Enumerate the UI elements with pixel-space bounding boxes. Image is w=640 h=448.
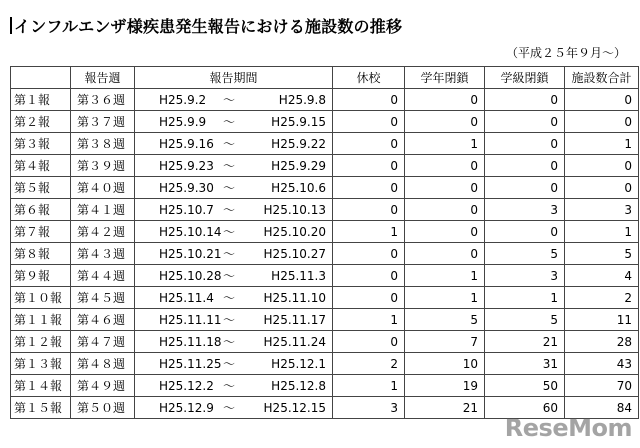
cell-class-closure: 3 — [485, 265, 565, 287]
cell-report-number: 第３報 — [11, 133, 71, 155]
table-row — [11, 243, 639, 265]
cell-facility-total: 1 — [565, 133, 639, 155]
period-end: H25.11.3 — [271, 269, 326, 283]
cell-report-period — [135, 133, 333, 155]
period-start: H25.11.25 — [159, 357, 222, 371]
cell-facility-total: 70 — [565, 375, 639, 397]
period-start: H25.10.21 — [159, 247, 222, 261]
period-separator: ～ — [223, 159, 236, 173]
cell-report-number: 第１３報 — [11, 353, 71, 375]
cell-class-closure: 31 — [485, 353, 565, 375]
period-separator: ～ — [223, 379, 236, 393]
cell-report-number: 第８報 — [11, 243, 71, 265]
cell-report-week: 第３８週 — [71, 133, 135, 155]
cell-report-week: 第４６週 — [71, 309, 135, 331]
cell-report-week: 第３９週 — [71, 155, 135, 177]
table-row — [11, 111, 639, 133]
period-start: H25.9.16 — [159, 137, 214, 151]
table-row — [11, 353, 639, 375]
period-start: H25.9.23 — [159, 159, 214, 173]
cell-class-closure: 60 — [485, 397, 565, 419]
header-report-number — [11, 67, 71, 89]
period-end: H25.9.22 — [271, 137, 326, 151]
table-row — [11, 133, 639, 155]
table-row — [11, 89, 639, 111]
cell-facility-total: 2 — [565, 287, 639, 309]
cell-class-closure: 1 — [485, 287, 565, 309]
period-end: H25.10.13 — [263, 203, 326, 217]
title-bar-mark — [10, 17, 12, 34]
cell-report-number: 第６報 — [11, 199, 71, 221]
resemom-watermark-logo: ReseMom — [504, 414, 632, 442]
table-row — [11, 397, 639, 419]
table-row — [11, 375, 639, 397]
cell-facility-total: 3 — [565, 199, 639, 221]
cell-grade-closure: 0 — [405, 177, 485, 199]
cell-report-week: 第４１週 — [71, 199, 135, 221]
cell-class-closure: 0 — [485, 111, 565, 133]
cell-grade-closure: 21 — [405, 397, 485, 419]
cell-report-week: 第３６週 — [71, 89, 135, 111]
period-start: H25.9.2 — [159, 93, 207, 107]
period-start: H25.10.28 — [159, 269, 222, 283]
table-row — [11, 309, 639, 331]
cell-report-week: 第５０週 — [71, 397, 135, 419]
cell-grade-closure: 7 — [405, 331, 485, 353]
cell-report-week: 第４９週 — [71, 375, 135, 397]
period-end: H25.12.1 — [271, 357, 326, 371]
cell-grade-closure: 5 — [405, 309, 485, 331]
cell-report-number: 第１４報 — [11, 375, 71, 397]
cell-school-closure: 3 — [333, 397, 405, 419]
cell-report-period — [135, 155, 333, 177]
period-start: H25.12.2 — [159, 379, 214, 393]
cell-facility-total: 5 — [565, 243, 639, 265]
cell-report-period — [135, 265, 333, 287]
cell-report-number: 第１報 — [11, 89, 71, 111]
header-facility-total: 施設数合計 — [565, 67, 639, 89]
period-end: H25.10.20 — [263, 225, 326, 239]
period-start: H25.10.7 — [159, 203, 214, 217]
header-class-closure: 学級閉鎖 — [485, 67, 565, 89]
cell-report-period — [135, 111, 333, 133]
table-row — [11, 287, 639, 309]
period-separator: ～ — [223, 93, 236, 107]
table-row — [11, 177, 639, 199]
cell-school-closure: 1 — [333, 375, 405, 397]
cell-report-number: 第９報 — [11, 265, 71, 287]
cell-school-closure: 0 — [333, 155, 405, 177]
cell-school-closure: 0 — [333, 287, 405, 309]
period-end: H25.9.29 — [271, 159, 326, 173]
cell-report-period — [135, 375, 333, 397]
cell-report-period — [135, 199, 333, 221]
cell-facility-total: 43 — [565, 353, 639, 375]
cell-school-closure: 1 — [333, 309, 405, 331]
cell-grade-closure: 1 — [405, 133, 485, 155]
cell-class-closure: 50 — [485, 375, 565, 397]
cell-class-closure: 0 — [485, 89, 565, 111]
cell-report-week: 第３７週 — [71, 111, 135, 133]
cell-grade-closure: 1 — [405, 265, 485, 287]
period-separator: ～ — [223, 313, 236, 327]
period-start: H25.11.11 — [159, 313, 222, 327]
cell-school-closure: 2 — [333, 353, 405, 375]
cell-report-period — [135, 287, 333, 309]
cell-report-week: 第４４週 — [71, 265, 135, 287]
document-subtitle: （平成２５年９月～） — [505, 46, 626, 60]
cell-report-number: 第７報 — [11, 221, 71, 243]
table-row — [11, 221, 639, 243]
cell-class-closure: 0 — [485, 133, 565, 155]
cell-grade-closure: 0 — [405, 89, 485, 111]
period-separator: ～ — [223, 203, 236, 217]
cell-report-period — [135, 221, 333, 243]
period-separator: ～ — [223, 291, 236, 305]
period-start: H25.12.9 — [159, 401, 214, 415]
table-row — [11, 331, 639, 353]
period-start: H25.9.9 — [159, 115, 207, 129]
period-end: H25.9.15 — [271, 115, 326, 129]
cell-grade-closure: 0 — [405, 199, 485, 221]
period-separator: ～ — [223, 181, 236, 195]
cell-class-closure: 21 — [485, 331, 565, 353]
document-title-text: インフルエンザ様疾患発生報告における施設数の推移 — [14, 17, 403, 36]
cell-grade-closure: 10 — [405, 353, 485, 375]
cell-report-week: 第４８週 — [71, 353, 135, 375]
cell-facility-total: 0 — [565, 177, 639, 199]
period-separator: ～ — [223, 269, 236, 283]
cell-report-number: 第１５報 — [11, 397, 71, 419]
cell-facility-total: 0 — [565, 111, 639, 133]
table-header-row — [11, 67, 639, 89]
period-end: H25.9.8 — [278, 93, 326, 107]
cell-grade-closure: 0 — [405, 243, 485, 265]
period-separator: ～ — [223, 225, 236, 239]
period-separator: ～ — [223, 401, 236, 415]
cell-facility-total: 0 — [565, 155, 639, 177]
cell-report-period — [135, 397, 333, 419]
period-start: H25.10.14 — [159, 225, 222, 239]
cell-facility-total: 84 — [565, 397, 639, 419]
cell-grade-closure: 19 — [405, 375, 485, 397]
table-row — [11, 155, 639, 177]
period-end: H25.12.8 — [271, 379, 326, 393]
cell-class-closure: 0 — [485, 155, 565, 177]
cell-report-period — [135, 243, 333, 265]
cell-facility-total: 0 — [565, 89, 639, 111]
cell-school-closure: 0 — [333, 89, 405, 111]
period-start: H25.11.4 — [159, 291, 214, 305]
cell-grade-closure: 0 — [405, 221, 485, 243]
period-separator: ～ — [223, 137, 236, 151]
cell-report-period — [135, 353, 333, 375]
cell-report-number: 第１１報 — [11, 309, 71, 331]
cell-report-period — [135, 177, 333, 199]
cell-grade-closure: 0 — [405, 155, 485, 177]
cell-report-week: 第４３週 — [71, 243, 135, 265]
cell-grade-closure: 1 — [405, 287, 485, 309]
cell-class-closure: 5 — [485, 243, 565, 265]
period-separator: ～ — [223, 115, 236, 129]
cell-school-closure: 0 — [333, 133, 405, 155]
cell-report-week: 第４７週 — [71, 331, 135, 353]
cell-school-closure: 0 — [333, 199, 405, 221]
period-end: H25.11.10 — [263, 291, 326, 305]
cell-facility-total: 11 — [565, 309, 639, 331]
cell-grade-closure: 0 — [405, 111, 485, 133]
document-title — [10, 14, 402, 37]
cell-report-number: 第１２報 — [11, 331, 71, 353]
cell-class-closure: 0 — [485, 221, 565, 243]
period-end: H25.11.24 — [263, 335, 326, 349]
cell-report-period — [135, 331, 333, 353]
cell-facility-total: 1 — [565, 221, 639, 243]
cell-facility-total: 4 — [565, 265, 639, 287]
period-separator: ～ — [223, 247, 236, 261]
period-separator: ～ — [223, 357, 236, 371]
cell-report-week: 第４５週 — [71, 287, 135, 309]
cell-school-closure: 0 — [333, 177, 405, 199]
period-start: H25.9.30 — [159, 181, 214, 195]
cell-facility-total: 28 — [565, 331, 639, 353]
header-school-closure: 休校 — [333, 67, 405, 89]
cell-school-closure: 0 — [333, 243, 405, 265]
cell-report-week: 第４０週 — [71, 177, 135, 199]
cell-report-period — [135, 309, 333, 331]
table-row — [11, 265, 639, 287]
cell-school-closure: 0 — [333, 111, 405, 133]
table-body — [11, 89, 639, 419]
cell-school-closure: 0 — [333, 265, 405, 287]
cell-class-closure: 5 — [485, 309, 565, 331]
period-separator: ～ — [223, 335, 236, 349]
cell-school-closure: 1 — [333, 221, 405, 243]
header-grade-closure: 学年閉鎖 — [405, 67, 485, 89]
cell-class-closure: 0 — [485, 177, 565, 199]
cell-report-number: 第５報 — [11, 177, 71, 199]
header-report-week: 報告週 — [71, 67, 135, 89]
period-end: H25.11.17 — [263, 313, 326, 327]
period-start: H25.11.18 — [159, 335, 222, 349]
cell-class-closure: 3 — [485, 199, 565, 221]
cell-school-closure: 0 — [333, 331, 405, 353]
cell-report-number: 第１０報 — [11, 287, 71, 309]
cell-report-number: 第４報 — [11, 155, 71, 177]
cell-report-period — [135, 89, 333, 111]
header-report-period: 報告期間 — [135, 67, 333, 89]
table-row — [11, 199, 639, 221]
cell-report-week: 第４２週 — [71, 221, 135, 243]
report-table — [10, 66, 639, 419]
cell-report-number: 第２報 — [11, 111, 71, 133]
period-end: H25.10.6 — [271, 181, 326, 195]
period-end: H25.12.15 — [263, 401, 326, 415]
period-end: H25.10.27 — [263, 247, 326, 261]
